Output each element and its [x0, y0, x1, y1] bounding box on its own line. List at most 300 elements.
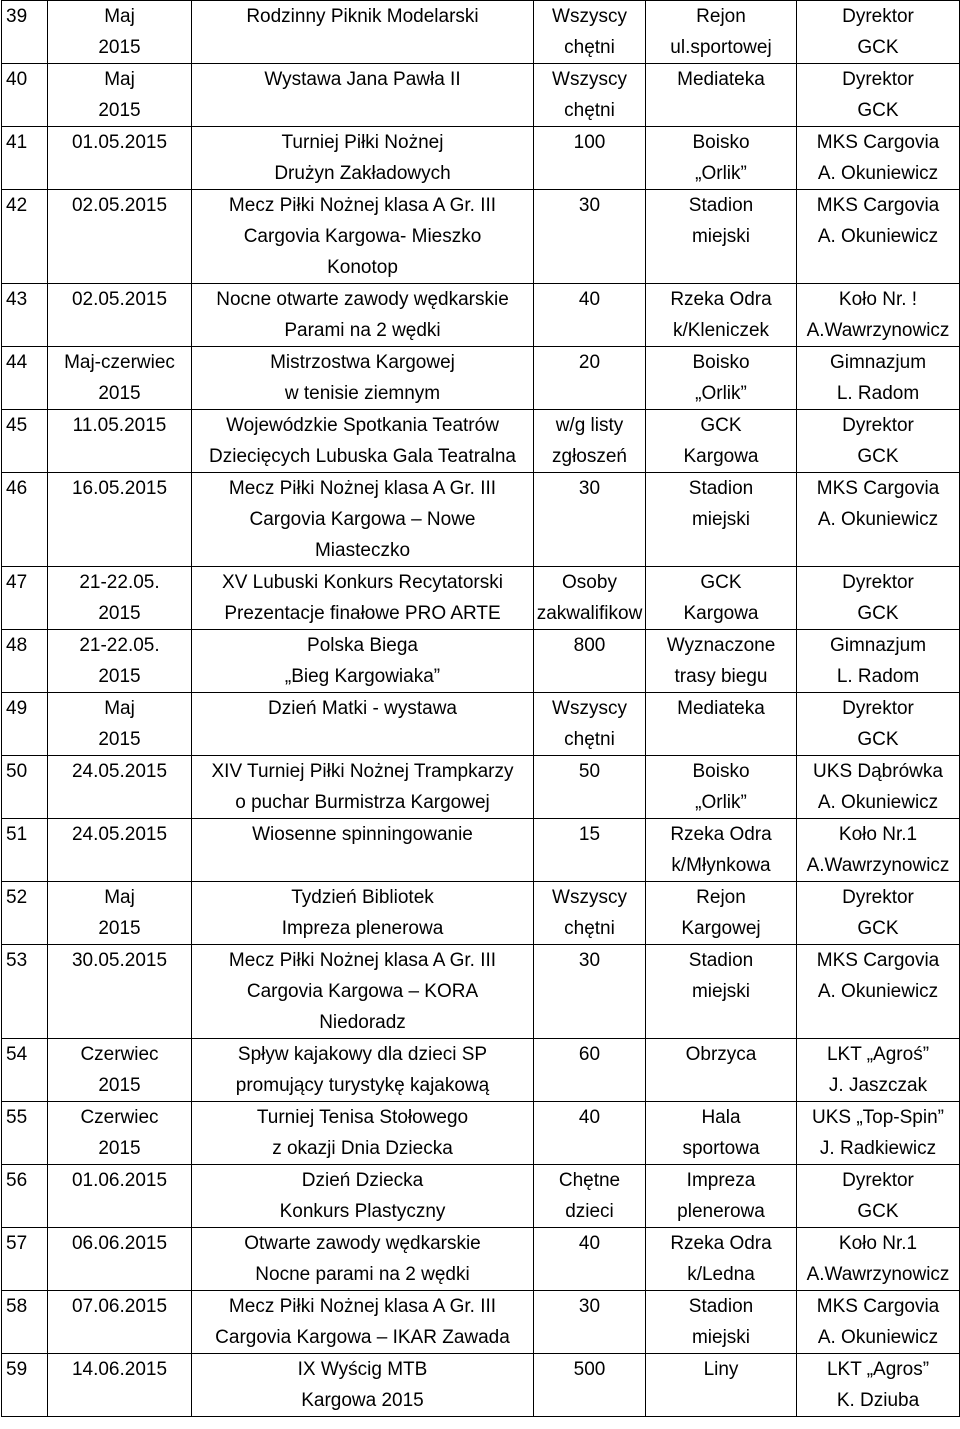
cell-organizer-line: Dyrektor	[842, 887, 914, 908]
table-row	[2, 945, 960, 1039]
cell-date-line: Maj	[104, 6, 135, 27]
cell-place	[646, 410, 797, 473]
cell-event-name-line: Cargovia Kargowa – Nowe	[249, 509, 476, 530]
cell-place-line: k/Kleniczek	[672, 320, 770, 341]
cell-number: 53	[2, 945, 48, 1039]
table-row	[2, 819, 960, 882]
cell-event-name-line: Dziecięcych Lubuska Gala Teatralna	[209, 446, 516, 467]
cell-participants-line: 500	[573, 1359, 606, 1380]
cell-organizer-line: A. Okuniewicz	[817, 981, 939, 1002]
cell-participants-line: w/g listy	[555, 415, 624, 436]
cell-date-line: 2015	[98, 918, 141, 939]
cell-date-line: 21-22.05.	[79, 572, 160, 593]
cell-event-name-line: Nocne otwarte zawody wędkarskie	[216, 289, 509, 310]
cell-event-name-line: Wojewódzkie Spotkania Teatrów	[226, 415, 499, 436]
cell-event-name	[192, 284, 534, 347]
table-row	[2, 756, 960, 819]
cell-place-line: „Orlik”	[695, 163, 747, 184]
cell-event-name	[192, 567, 534, 630]
cell-date	[48, 284, 192, 347]
cell-organizer-line: A.Wawrzynowicz	[806, 1264, 950, 1285]
cell-date	[48, 1, 192, 64]
cell-organizer	[797, 347, 960, 410]
cell-date-line: 14.06.2015	[71, 1359, 168, 1380]
cell-date-line: 24.05.2015	[71, 824, 168, 845]
cell-organizer-line: Koło Nr.1	[838, 824, 918, 845]
cell-event-name	[192, 1165, 534, 1228]
cell-participants-line: zakwalifikow	[536, 603, 643, 624]
cell-place	[646, 190, 797, 284]
cell-participants	[534, 882, 646, 945]
cell-event-name-line: Konotop	[327, 257, 398, 278]
cell-place	[646, 1228, 797, 1291]
cell-participants-line: Wszyscy	[552, 6, 627, 27]
cell-organizer	[797, 127, 960, 190]
cell-participants	[534, 190, 646, 284]
cell-organizer	[797, 1354, 960, 1417]
cell-participants-line: Wszyscy	[552, 887, 627, 908]
table-row	[2, 693, 960, 756]
cell-place	[646, 693, 797, 756]
cell-participants-line: 30	[578, 1296, 601, 1317]
cell-date-line: 02.05.2015	[71, 289, 168, 310]
cell-date-line: 2015	[98, 383, 141, 404]
cell-date-line: 2015	[98, 1075, 141, 1096]
cell-date-line: 07.06.2015	[71, 1296, 168, 1317]
cell-event-name-line: Turniej Piłki Nożnej	[281, 132, 444, 153]
cell-organizer	[797, 1165, 960, 1228]
cell-date-line: Maj	[104, 698, 135, 719]
cell-event-name-line: Spływ kajakowy dla dzieci SP	[237, 1044, 488, 1065]
cell-event-name-line: promujący turystykę kajakową	[235, 1075, 490, 1096]
cell-organizer	[797, 1039, 960, 1102]
cell-place-line: miejski	[691, 509, 751, 530]
cell-place	[646, 1291, 797, 1354]
cell-participants-line: 40	[578, 1107, 601, 1128]
cell-participants	[534, 1039, 646, 1102]
cell-organizer-line: MKS Cargovia	[816, 950, 940, 971]
cell-organizer-line: J. Jaszczak	[828, 1075, 928, 1096]
cell-place-line: Impreza	[686, 1170, 756, 1191]
table-row	[2, 1291, 960, 1354]
cell-organizer-line: Gimnazjum	[829, 352, 927, 373]
cell-event-name	[192, 1102, 534, 1165]
cell-event-name-line: Mecz Piłki Nożnej klasa A Gr. III	[228, 195, 497, 216]
cell-event-name-line: Parami na 2 wędki	[284, 320, 441, 341]
cell-place-line: Kargowa	[683, 603, 759, 624]
cell-place-line: miejski	[691, 226, 751, 247]
cell-event-name-line: Nocne parami na 2 wędki	[255, 1264, 470, 1285]
cell-place-line: Kargowej	[681, 918, 761, 939]
cell-date-line: 30.05.2015	[71, 950, 168, 971]
cell-event-name	[192, 347, 534, 410]
cell-event-name-line: Mecz Piłki Nożnej klasa A Gr. III	[228, 478, 497, 499]
cell-date	[48, 945, 192, 1039]
cell-participants	[534, 410, 646, 473]
cell-organizer	[797, 64, 960, 127]
cell-place	[646, 1102, 797, 1165]
cell-number: 58	[2, 1291, 48, 1354]
cell-date	[48, 1291, 192, 1354]
cell-place-line: ul.sportowej	[670, 37, 772, 58]
cell-date	[48, 1228, 192, 1291]
cell-place-line: Stadion	[688, 478, 754, 499]
cell-place-line: Boisko	[692, 132, 750, 153]
cell-participants	[534, 945, 646, 1039]
cell-date-line: 02.05.2015	[71, 195, 168, 216]
cell-organizer-line: Dyrektor	[842, 698, 914, 719]
cell-date	[48, 1354, 192, 1417]
cell-organizer	[797, 630, 960, 693]
cell-number: 39	[2, 1, 48, 64]
cell-organizer-line: A. Okuniewicz	[817, 1327, 939, 1348]
cell-number: 52	[2, 882, 48, 945]
cell-organizer-line: Dyrektor	[842, 415, 914, 436]
cell-event-name-line: Drużyn Zakładowych	[274, 163, 451, 184]
cell-organizer-line: A. Okuniewicz	[817, 163, 939, 184]
cell-event-name-line: IX Wyścig MTB	[297, 1359, 428, 1380]
cell-organizer-line: MKS Cargovia	[816, 195, 940, 216]
cell-participants	[534, 819, 646, 882]
cell-participants-line: Osoby	[562, 572, 617, 593]
cell-participants	[534, 630, 646, 693]
table-row	[2, 347, 960, 410]
cell-date-line: 11.05.2015	[72, 415, 167, 436]
cell-place	[646, 756, 797, 819]
cell-place-line: Mediateka	[677, 69, 765, 90]
cell-event-name	[192, 410, 534, 473]
cell-organizer-line: GCK	[857, 918, 899, 939]
cell-participants	[534, 1291, 646, 1354]
table-row	[2, 64, 960, 127]
cell-participants-line: chętni	[564, 37, 615, 58]
cell-organizer	[797, 1, 960, 64]
cell-organizer-line: UKS Dąbrówka	[813, 761, 943, 782]
cell-date	[48, 882, 192, 945]
cell-participants	[534, 1, 646, 64]
cell-participants-line: 30	[578, 195, 601, 216]
cell-organizer-line: Dyrektor	[842, 69, 914, 90]
cell-number: 45	[2, 410, 48, 473]
cell-place-line: Stadion	[688, 1296, 754, 1317]
cell-participants	[534, 127, 646, 190]
cell-date-line: Maj-czerwiec	[64, 352, 175, 373]
cell-organizer-line: GCK	[857, 729, 899, 750]
cell-participants-line: 30	[578, 950, 601, 971]
cell-place	[646, 819, 797, 882]
cell-date-line: 2015	[98, 603, 141, 624]
table-row	[2, 1228, 960, 1291]
cell-event-name	[192, 1039, 534, 1102]
cell-event-name-line: Mecz Piłki Nożnej klasa A Gr. III	[228, 950, 497, 971]
cell-participants	[534, 1228, 646, 1291]
cell-event-name-line: z okazji Dnia Dziecka	[272, 1138, 453, 1159]
cell-participants-line: chętni	[564, 729, 615, 750]
cell-place-line: Mediateka	[677, 698, 765, 719]
cell-organizer	[797, 945, 960, 1039]
cell-organizer-line: LKT „Agroś”	[826, 1044, 930, 1065]
cell-event-name-line: Konkurs Plastyczny	[279, 1201, 446, 1222]
cell-event-name-line: Otwarte zawody wędkarskie	[244, 1233, 481, 1254]
cell-event-name-line: Mecz Piłki Nożnej klasa A Gr. III	[228, 1296, 497, 1317]
cell-organizer	[797, 1291, 960, 1354]
cell-place-line: Liny	[703, 1359, 739, 1380]
cell-date	[48, 630, 192, 693]
table-row	[2, 1165, 960, 1228]
cell-event-name	[192, 190, 534, 284]
cell-organizer	[797, 693, 960, 756]
cell-place	[646, 945, 797, 1039]
cell-participants-line: 100	[573, 132, 606, 153]
cell-date	[48, 127, 192, 190]
cell-date-line: 2015	[98, 666, 141, 687]
cell-event-name	[192, 64, 534, 127]
cell-number: 46	[2, 473, 48, 567]
cell-place-line: Kargowa	[683, 446, 759, 467]
cell-place	[646, 473, 797, 567]
cell-date-line: 16.05.2015	[71, 478, 168, 499]
cell-place-line: Rzeka Odra	[670, 289, 772, 310]
cell-number: 54	[2, 1039, 48, 1102]
table-row	[2, 1039, 960, 1102]
cell-organizer	[797, 190, 960, 284]
cell-organizer-line: Dyrektor	[842, 6, 914, 27]
cell-date	[48, 64, 192, 127]
cell-number: 49	[2, 693, 48, 756]
cell-organizer	[797, 882, 960, 945]
cell-place-line: Hala	[701, 1107, 741, 1128]
cell-organizer-line: Dyrektor	[842, 1170, 914, 1191]
cell-participants	[534, 284, 646, 347]
cell-place-line: GCK	[700, 572, 742, 593]
cell-place-line: k/Ledna	[687, 1264, 755, 1285]
cell-date-line: Czerwiec	[80, 1107, 159, 1128]
cell-organizer-line: GCK	[857, 37, 899, 58]
cell-place-line: plenerowa	[677, 1201, 765, 1222]
cell-participants	[534, 1354, 646, 1417]
cell-event-name-line: Cargovia Kargowa- Mieszko	[243, 226, 482, 247]
cell-organizer	[797, 473, 960, 567]
cell-event-name-line: Impreza plenerowa	[281, 918, 444, 939]
cell-event-name-line: Cargovia Kargowa – KORA	[246, 981, 479, 1002]
cell-number: 55	[2, 1102, 48, 1165]
cell-place	[646, 630, 797, 693]
cell-place-line: k/Młynkowa	[671, 855, 771, 876]
cell-organizer-line: MKS Cargovia	[816, 1296, 940, 1317]
cell-place	[646, 127, 797, 190]
cell-event-name-line: Niedoradz	[319, 1012, 406, 1033]
cell-participants-line: 50	[578, 761, 601, 782]
table-row	[2, 630, 960, 693]
cell-event-name-line: Wiosenne spinningowanie	[252, 824, 473, 845]
cell-date-line: 2015	[98, 37, 141, 58]
cell-event-name-line: Turniej Tenisa Stołowego	[256, 1107, 469, 1128]
cell-place-line: miejski	[691, 981, 751, 1002]
cell-date	[48, 756, 192, 819]
cell-place-line: „Orlik”	[695, 792, 747, 813]
cell-participants-line: 40	[578, 289, 601, 310]
cell-event-name	[192, 1291, 534, 1354]
cell-organizer-line: A. Okuniewicz	[817, 226, 939, 247]
cell-participants-line: dzieci	[565, 1201, 614, 1222]
cell-participants-line: 20	[578, 352, 601, 373]
cell-place-line: Boisko	[692, 352, 750, 373]
table-row	[2, 1, 960, 64]
cell-event-name	[192, 882, 534, 945]
cell-date-line: 01.06.2015	[71, 1170, 168, 1191]
cell-event-name-line: Dzień Dziecka	[301, 1170, 424, 1191]
cell-place	[646, 882, 797, 945]
table-row	[2, 284, 960, 347]
cell-event-name	[192, 127, 534, 190]
cell-event-name	[192, 1354, 534, 1417]
table-row	[2, 1102, 960, 1165]
cell-date	[48, 1039, 192, 1102]
cell-event-name	[192, 1, 534, 64]
table-row	[2, 882, 960, 945]
cell-event-name-line: XV Lubuski Konkurs Recytatorski	[222, 572, 503, 593]
cell-organizer	[797, 1102, 960, 1165]
cell-organizer-line: A. Okuniewicz	[817, 509, 939, 530]
cell-event-name	[192, 756, 534, 819]
cell-participants-line: 30	[578, 478, 601, 499]
cell-organizer-line: Dyrektor	[842, 572, 914, 593]
cell-organizer	[797, 756, 960, 819]
events-table-body	[2, 1, 960, 1417]
cell-date	[48, 410, 192, 473]
cell-place	[646, 1354, 797, 1417]
cell-date	[48, 347, 192, 410]
cell-participants-line: Wszyscy	[552, 69, 627, 90]
table-row	[2, 410, 960, 473]
table-row	[2, 473, 960, 567]
cell-organizer-line: A. Okuniewicz	[817, 792, 939, 813]
cell-number: 44	[2, 347, 48, 410]
cell-participants-line: 60	[578, 1044, 601, 1065]
cell-number: 59	[2, 1354, 48, 1417]
cell-date	[48, 473, 192, 567]
cell-event-name	[192, 693, 534, 756]
cell-organizer-line: Koło Nr. !	[838, 289, 918, 310]
cell-place-line: trasy biegu	[674, 666, 768, 687]
cell-participants-line: zgłoszeń	[552, 446, 627, 467]
table-row	[2, 567, 960, 630]
cell-participants	[534, 1165, 646, 1228]
cell-date-line: 2015	[98, 729, 141, 750]
cell-date-line: Maj	[104, 69, 135, 90]
cell-event-name-line: Dzień Matki - wystawa	[268, 698, 457, 719]
cell-organizer	[797, 410, 960, 473]
cell-event-name-line: „Bieg Kargowiaka”	[284, 666, 441, 687]
cell-event-name-line: Wystawa Jana Pawła II	[264, 69, 461, 90]
cell-number: 51	[2, 819, 48, 882]
cell-participants-line: chętni	[564, 100, 615, 121]
cell-organizer-line: GCK	[857, 100, 899, 121]
cell-place-line: Wyznaczone	[666, 635, 776, 656]
cell-date-line: Czerwiec	[80, 1044, 159, 1065]
cell-event-name-line: o puchar Burmistrza Kargowej	[235, 792, 490, 813]
cell-place-line: Obrzyca	[685, 1044, 757, 1065]
cell-organizer-line: L. Radom	[836, 383, 920, 404]
cell-place	[646, 567, 797, 630]
cell-organizer-line: A.Wawrzynowicz	[806, 320, 950, 341]
cell-place	[646, 1, 797, 64]
cell-event-name-line: Polska Biega	[307, 635, 418, 656]
cell-place-line: Rzeka Odra	[670, 824, 772, 845]
cell-organizer-line: A.Wawrzynowicz	[806, 855, 950, 876]
cell-date	[48, 190, 192, 284]
cell-number: 48	[2, 630, 48, 693]
cell-number: 43	[2, 284, 48, 347]
cell-place	[646, 1165, 797, 1228]
cell-event-name	[192, 945, 534, 1039]
cell-place	[646, 64, 797, 127]
cell-date	[48, 693, 192, 756]
cell-organizer-line: GCK	[857, 446, 899, 467]
cell-participants	[534, 64, 646, 127]
cell-place	[646, 284, 797, 347]
cell-place	[646, 1039, 797, 1102]
cell-participants	[534, 1102, 646, 1165]
table-row	[2, 127, 960, 190]
cell-event-name-line: Miasteczko	[314, 540, 411, 561]
cell-organizer-line: K. Dziuba	[836, 1390, 920, 1411]
cell-participants-line: 15	[578, 824, 601, 845]
cell-event-name	[192, 819, 534, 882]
cell-date	[48, 1165, 192, 1228]
cell-participants-line: chętni	[564, 918, 615, 939]
cell-organizer-line: Gimnazjum	[829, 635, 927, 656]
cell-number: 56	[2, 1165, 48, 1228]
cell-organizer-line: MKS Cargovia	[816, 132, 940, 153]
cell-participants	[534, 756, 646, 819]
cell-number: 40	[2, 64, 48, 127]
table-row	[2, 190, 960, 284]
cell-date-line: 06.06.2015	[71, 1233, 168, 1254]
cell-date	[48, 1102, 192, 1165]
cell-participants-line: 800	[573, 635, 606, 656]
cell-participants-line: Wszyscy	[552, 698, 627, 719]
cell-place-line: „Orlik”	[695, 383, 747, 404]
cell-event-name-line: Rodzinny Piknik Modelarski	[246, 6, 479, 27]
cell-event-name-line: w tenisie ziemnym	[284, 383, 441, 404]
cell-event-name	[192, 630, 534, 693]
cell-place-line: GCK	[700, 415, 742, 436]
events-table	[1, 0, 960, 1417]
cell-organizer-line: UKS „Top-Spin”	[812, 1107, 944, 1128]
cell-organizer	[797, 1228, 960, 1291]
cell-event-name-line: Cargovia Kargowa – IKAR Zawada	[215, 1327, 510, 1348]
cell-date	[48, 567, 192, 630]
cell-event-name	[192, 473, 534, 567]
cell-event-name-line: Kargowa 2015	[301, 1390, 424, 1411]
cell-participants	[534, 567, 646, 630]
cell-number: 57	[2, 1228, 48, 1291]
cell-date-line: Maj	[104, 887, 135, 908]
cell-place-line: Rejon	[696, 6, 746, 27]
cell-participants-line: 40	[578, 1233, 601, 1254]
cell-number: 50	[2, 756, 48, 819]
table-row	[2, 1354, 960, 1417]
cell-date-line: 24.05.2015	[71, 761, 168, 782]
cell-organizer-line: LKT „Agros”	[826, 1359, 930, 1380]
cell-place-line: Stadion	[688, 950, 754, 971]
cell-number: 41	[2, 127, 48, 190]
cell-number: 42	[2, 190, 48, 284]
cell-organizer-line: L. Radom	[836, 666, 920, 687]
cell-organizer	[797, 819, 960, 882]
cell-organizer-line: GCK	[857, 1201, 899, 1222]
